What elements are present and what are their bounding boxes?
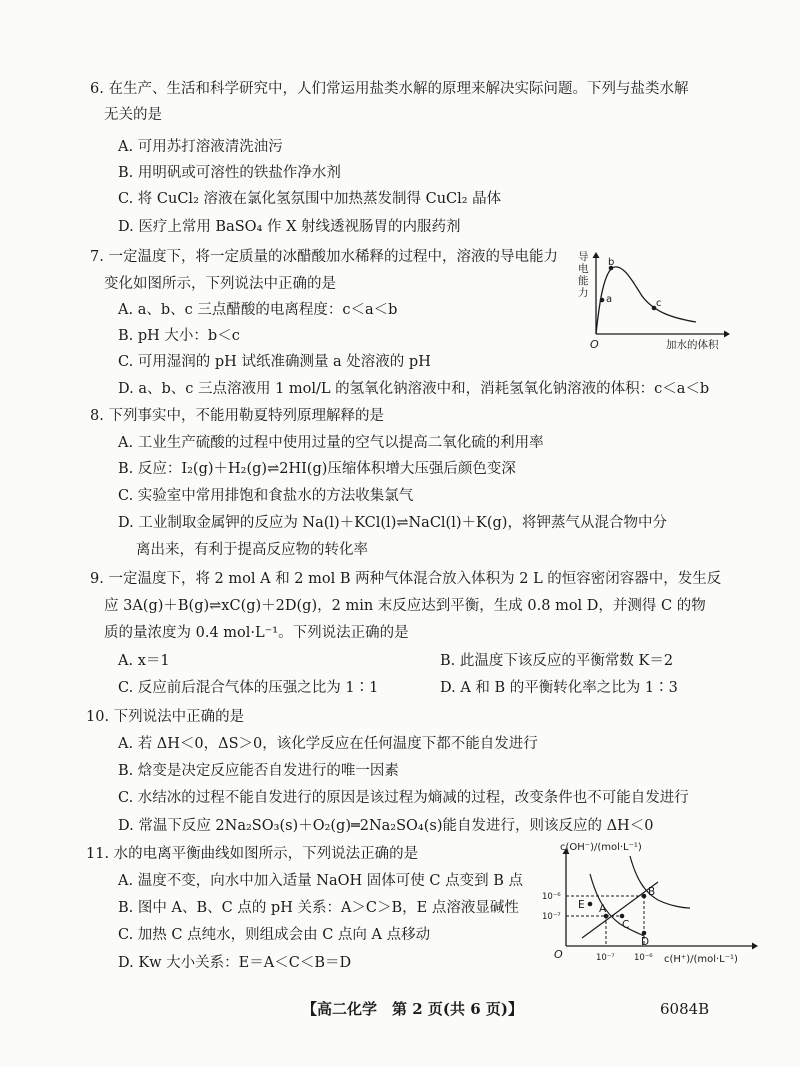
q6-option-d: D. 医疗上常用 BaSO₄ 作 X 射线透视肠胃的内服药剂 xyxy=(118,219,461,235)
q7-label-a: a xyxy=(606,294,613,305)
q6-option-b: B. 用明矾或可溶性的铁盐作净水剂 xyxy=(118,165,341,181)
q11-option-d: D. Kw 大小关系：E＝A＜C＜B＝D xyxy=(118,955,352,971)
q7-label-c: c xyxy=(656,298,662,309)
page-footer: 【高二化学 第 2 页(共 6 页)】 xyxy=(302,1000,523,1018)
q7-x-axis-label: 加水的体积 xyxy=(666,339,719,351)
q7-option-b: B. pH 大小：b＜c xyxy=(118,328,240,344)
q8-option-d-line2: 离出来，有利于提高反应物的转化率 xyxy=(136,542,368,558)
q11-origin: O xyxy=(554,948,563,961)
q11-isotherm-high xyxy=(630,856,690,908)
q8-stem: 8. 下列事实中，不能用勒夏特列原理解释的是 xyxy=(90,408,384,424)
q7-y-label-char-1: 导 xyxy=(578,251,589,263)
q11-x-axis-arrow xyxy=(752,943,758,950)
q11-point-d xyxy=(642,931,647,936)
q8-option-d-line1: D. 工业制取金属钾的反应为 Na(l)＋KCl(l)⇌NaCl(l)＋K(g)，将钾蒸气从混合物中分 xyxy=(118,515,667,531)
q8-option-c: C. 实验室中常用排饱和食盐水的方法收集氯气 xyxy=(118,488,414,504)
q6-stem-line2: 无关的是 xyxy=(104,107,162,123)
q9-option-c: C. 反应前后混合气体的压强之比为 1∶1 xyxy=(118,680,379,696)
q11-option-a: A. 温度不变，向水中加入适量 NaOH 固体可使 C 点变到 B 点 xyxy=(118,873,523,889)
q9-option-a: A. x＝1 xyxy=(118,653,170,669)
paper-code: 6084B xyxy=(660,1000,710,1018)
q7-origin: O xyxy=(590,338,599,351)
q11-x-tick-1e-6: 10⁻⁶ xyxy=(634,953,653,963)
q10-stem: 10. 下列说法中正确的是 xyxy=(86,709,245,725)
q7-conductivity-figure xyxy=(572,240,732,356)
q10-option-d: D. 常温下反应 2Na₂SO₃(s)＋O₂(g)═2Na₂SO₄(s)能自发进行，则该反应的 ΔH＜0 xyxy=(118,818,654,834)
q7-y-label-char-3: 能 xyxy=(578,275,589,287)
q11-stem: 11. 水的电离平衡曲线如图所示，下列说法正确的是 xyxy=(86,846,419,862)
q10-option-a: A. 若 ΔH＜0，ΔS＞0，该化学反应在任何温度下都不能自发进行 xyxy=(118,736,538,752)
q9-stem-line3: 质的量浓度为 0.4 mol·L⁻¹。下列说法正确的是 xyxy=(104,625,409,641)
q11-option-b: B. 图中 A、B、C 点的 pH 关系：A＞C＞B，E 点溶液显碱性 xyxy=(118,900,519,916)
q11-y-tick-1e-6: 10⁻⁶ xyxy=(542,892,561,902)
q10-option-c: C. 水结冰的过程不能自发进行的原因是该过程为熵减的过程，改变条件也不可能自发进行 xyxy=(118,790,689,806)
q11-point-e xyxy=(588,902,593,907)
q7-option-a: A. a、b、c 三点醋酸的电离程度：c＜a＜b xyxy=(118,302,398,318)
q7-label-b: b xyxy=(608,257,615,268)
q11-label-d: D xyxy=(641,936,650,948)
q11-x-axis-label: c(H⁺)/(mol·L⁻¹) xyxy=(664,954,738,965)
q7-stem-line2: 变化如图所示，下列说法中正确的是 xyxy=(104,276,336,292)
q7-y-axis-arrow xyxy=(593,252,600,258)
q11-label-b: B xyxy=(648,886,656,898)
q9-stem-line2: 应 3A(g)＋B(g)⇌xC(g)＋2D(g)，2 min 末反应达到平衡，生成 0.8 mol D，并测得 C 的物 xyxy=(104,598,706,614)
q11-label-e: E xyxy=(578,899,585,911)
q9-option-d: D. A 和 B 的平衡转化率之比为 1∶3 xyxy=(440,680,678,696)
q7-y-label-char-2: 电 xyxy=(578,263,589,275)
q11-y-axis-label: c(OH⁻)/(mol·L⁻¹) xyxy=(560,842,642,853)
q9-option-b: B. 此温度下该反应的平衡常数 K＝2 xyxy=(440,653,674,669)
q7-x-axis-arrow xyxy=(724,331,730,338)
q6-option-c: C. 将 CuCl₂ 溶液在氯化氢氛围中加热蒸发制得 CuCl₂ 晶体 xyxy=(118,191,502,207)
q11-point-b xyxy=(642,894,647,899)
q11-x-tick-1e-7: 10⁻⁷ xyxy=(596,953,615,963)
q9-stem-line1: 9. 一定温度下，将 2 mol A 和 2 mol B 两种气体混合放入体积为 2 L 的恒容密闭容器中，发生反 xyxy=(90,571,722,587)
q11-label-c: C xyxy=(622,919,630,931)
q6-stem-line1: 6. 在生产、生活和科学研究中，人们常运用盐类水解的原理来解决实际问题。下列与盐类水解 xyxy=(90,81,689,97)
q7-y-label-char-4: 力 xyxy=(578,287,589,299)
q7-option-c: C. 可用湿润的 pH 试纸准确测量 a 处溶液的 pH xyxy=(118,354,431,370)
q11-label-a: A xyxy=(599,903,607,915)
q6-option-a: A. 可用苏打溶液清洗油污 xyxy=(118,139,283,155)
q10-option-b: B. 焓变是决定反应能否自发进行的唯一因素 xyxy=(118,763,399,779)
q11-option-c: C. 加热 C 点纯水，则组成会由 C 点向 A 点移动 xyxy=(118,927,431,943)
q7-point-a xyxy=(600,298,605,303)
q7-stem-line1: 7. 一定温度下，将一定质量的冰醋酸加水稀释的过程中，溶液的导电能力 xyxy=(90,249,558,265)
q7-option-d: D. a、b、c 三点溶液用 1 mol/L 的氢氧化钠溶液中和，消耗氢氧化钠溶液的体积：c＜a＜b xyxy=(118,381,710,397)
q11-point-c xyxy=(620,914,625,919)
q11-y-tick-1e-7: 10⁻⁷ xyxy=(542,912,561,922)
q8-option-a: A. 工业生产硫酸的过程中使用过量的空气以提高二氧化硫的利用率 xyxy=(118,435,544,451)
q8-option-b: B. 反应：I₂(g)＋H₂(g)⇌2HI(g)压缩体积增大压强后颜色变深 xyxy=(118,461,516,477)
q11-water-ionization-figure xyxy=(540,838,780,978)
